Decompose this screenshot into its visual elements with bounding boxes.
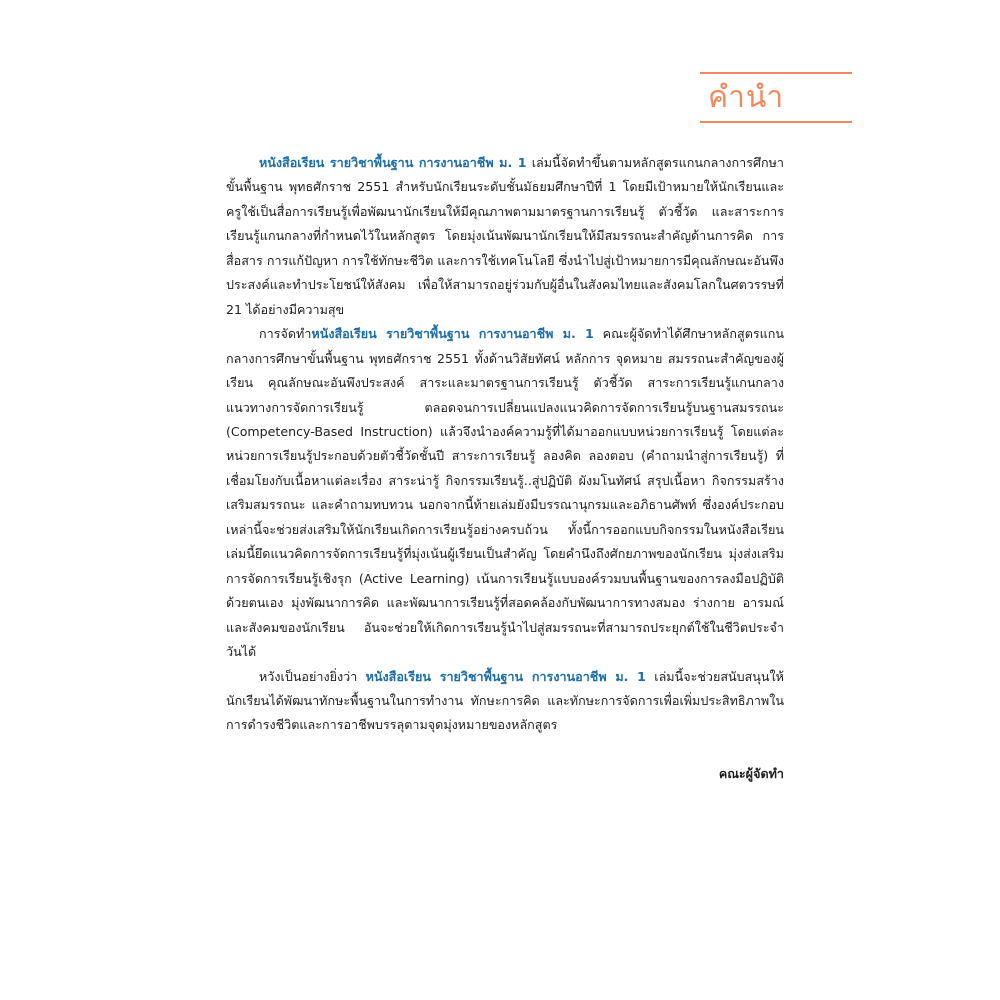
book-title: หนังสือเรียน รายวิชาพื้นฐาน การงานอาชีพ ม. 1 <box>365 668 646 684</box>
paragraph-2 <box>226 322 784 664</box>
preface-body <box>226 151 784 738</box>
paragraph-3-before: หวังเป็นอย่างยิ่งว่า <box>259 668 366 684</box>
title-top-rule <box>700 72 852 74</box>
page-title: คำนำ <box>708 80 785 115</box>
paragraph-2-before: การจัดทำ <box>259 326 312 342</box>
book-title: หนังสือเรียน รายวิชาพื้นฐาน การงานอาชีพ ม. 1 <box>311 326 594 342</box>
paragraph-3 <box>226 665 784 738</box>
paragraph-1-text: เล่มนี้จัดทำขึ้นตามหลักสูตรแกนกลางการศึกษาขั้นพื้นฐาน พุทธศักราช 2551 สำหรับนักเรียนระดับชั้นมัธยมศึกษาปีที่ 1 โดยมีเป้าหมายให้นักเรียนและครูใช้เป็นสื่อการเรียนรู้เพื่อพัฒนานักเรียนให้มีคุณภาพตามมาตรฐานการเรียนรู้ ตัวชี้วัด และสาระการเรียนรู้แกนกลางที่กำหนดไว้ในหลักสูตร โดยมุ่งเน้นพัฒนานักเรียนให้มีสมรรถนะสำคัญด้านการคิด การสื่อสาร การแก้ปัญหา การใช้ทักษะชีวิต และการใช้เทคโนโลยี ซึ่งนำไปสู่เป้าหมายการมีคุณลักษณะอันพึงประสงค์และทำประโยชน์ให้สังคม เพื่อให้สามารถอยู่ร่วมกับผู้อื่นในสังคมไทยและสังคมโลกในศตวรรษที่ 21 ได้อย่างมีความสุข <box>226 155 784 317</box>
book-title: หนังสือเรียน รายวิชาพื้นฐาน การงานอาชีพ ม. 1 <box>259 155 527 170</box>
paragraph-3-text: เล่มนี้จะช่วยสนับสนุนให้นักเรียนได้พัฒนาทักษะพื้นฐานในการทำงาน ทักษะการคิด และทักษะการจัดการเพื่อเพิ่มประสิทธิภาพในการดำรงชีวิตและการอาชีพบรรลุตามจุดมุ่งหมายของหลักสูตร <box>226 668 784 733</box>
signature: คณะผู้จัดทำ <box>718 766 784 781</box>
paragraph-2-text: คณะผู้จัดทำได้ศึกษาหลักสูตรแกนกลางการศึกษาขั้นพื้นฐาน พุทธศักราช 2551 ทั้งด้านวิสัยทัศน์ หลักการ จุดหมาย สมรรถนะสำคัญของผู้เรียน คุณลักษณะอันพึงประสงค์ สาระและมาตรฐานการเรียนรู้ ตัวชี้วัด สาระการเรียนรู้แกนกลาง แนวทางการจัดการเรียนรู้ ตลอดจนการเปลี่ยนแปลงแนวคิดการจัดการเรียนรู้บนฐานสมรรถนะ (Competency-Based Instruction) แล้วจึงนำองค์ความรู้ที่ได้มาออกแบบหน่วยการเรียนรู้ โดยแต่ละหน่วยการเรียนรู้ประกอบด้วยตัวชี้วัดชั้นปี สาระการเรียนรู้ ลองคิด ลองตอบ (คำถามนำสู่การเรียนรู้) ที่เชื่อมโยงกับเนื้อหาแต่ละเรื่อง สาระน่ารู้ กิจกรรมเรียนรู้..สู่ปฏิบัติ ผังมโนทัศน์ สรุปเนื้อหา กิจกรรมสร้างเสริมสมรรถนะ และคำถามทบทวน นอกจากนี้ท้ายเล่มยังมีบรรณานุกรมและอภิธานศัพท์ ซึ่งองค์ประกอบเหล่านี้จะช่วยส่งเสริมให้นักเรียนเกิดการเรียนรู้อย่างครบถ้วน ทั้งนี้การออกแบบกิจกรรมในหนังสือเรียนเล่มนี้ยึดแนวคิดการจัดการเรียนรู้ที่มุ่งเน้นผู้เรียนเป็นสำคัญ โดยคำนึงถึงศักยภาพของนักเรียน มุ่งส่งเสริมการจัดการเรียนรู้เชิงรุก (Active Learning) เน้นการเรียนรู้แบบองค์รวมบนพื้นฐานของการลงมือปฏิบัติด้วยตนเอง มุ่งพัฒนาการคิด และพัฒนาการเรียนรู้ที่สอดคล้องกับพัฒนาการทางสมอง ร่างกาย อารมณ์ และสังคมของนักเรียน อันจะช่วยให้เกิดการเรียนรู้นำไปสู่สมรรถนะที่สามารถประยุกต์ใช้ในชีวิตประจำวันได้ <box>226 326 784 660</box>
title-bottom-rule <box>700 121 852 123</box>
paragraph-1 <box>226 151 784 322</box>
